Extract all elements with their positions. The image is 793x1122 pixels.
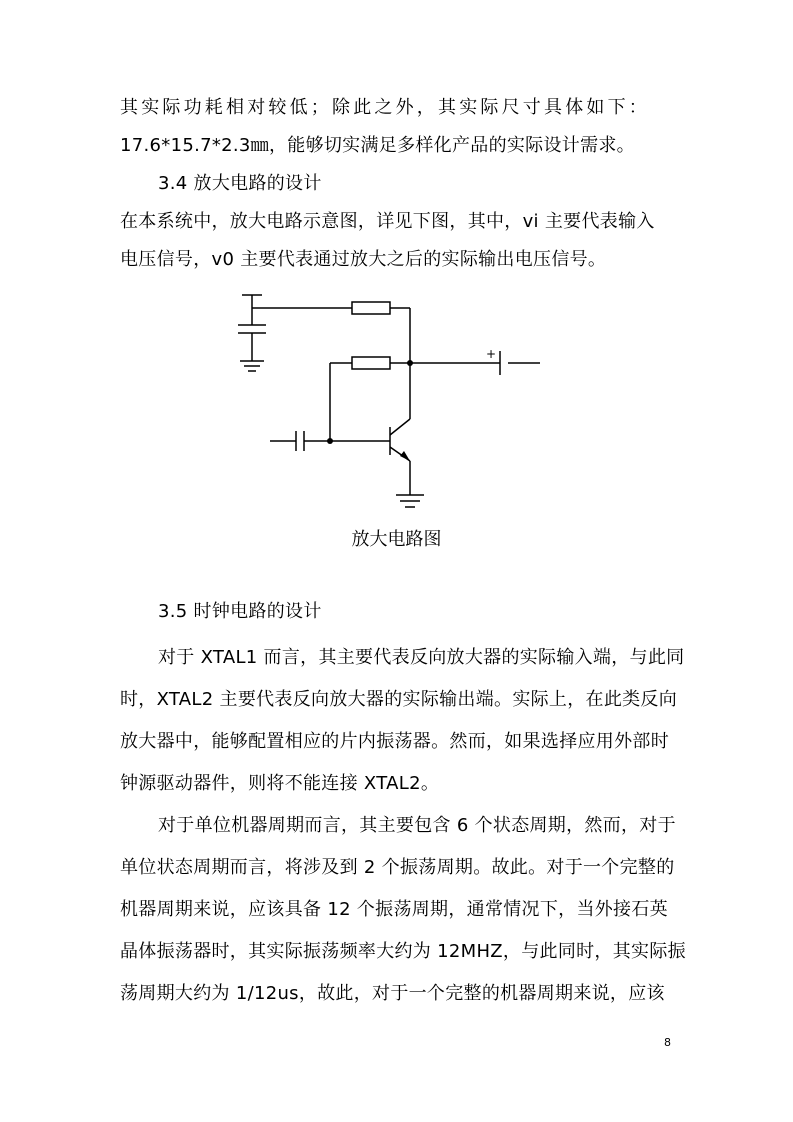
output-plus-sign: + xyxy=(486,347,497,361)
figure-caption: 放大电路图 xyxy=(351,529,442,550)
paragraph-line: 对于单位机器周期而言，其主要包含 6 个状态周期，然而，对于 xyxy=(158,815,676,836)
paragraph-line: 单位状态周期而言，将涉及到 2 个振荡周期。故此。对于一个完整的 xyxy=(120,857,675,878)
paragraph-line: 对于 XTAL1 而言，其主要代表反向放大器的实际输入端，与此同 xyxy=(158,647,685,668)
paragraph-line: 荡周期大约为 1/12us，故此，对于一个完整的机器周期来说，应该 xyxy=(120,983,665,1004)
paragraph-line: 其实际功耗相对较低；除此之外，其实际尺寸具体如下： xyxy=(120,97,650,118)
paragraph-line: 时，XTAL2 主要代表反向放大器的实际输出端。实际上，在此类反向 xyxy=(120,689,678,710)
paragraph-line: 17.6*15.7*2.3㎜，能够切实满足多样化产品的实际设计需求。 xyxy=(120,135,635,156)
section-heading-3-5: 3.5 时钟电路的设计 xyxy=(158,601,322,622)
section-heading-3-4: 3.4 放大电路的设计 xyxy=(158,173,322,194)
paragraph-line: 晶体振荡器时，其实际振荡频率大约为 12MHZ，与此同时，其实际振 xyxy=(120,941,686,962)
amplifier-circuit-diagram xyxy=(230,285,550,525)
paragraph-line: 电压信号，v0 主要代表通过放大之后的实际输出电压信号。 xyxy=(120,249,607,270)
paragraph-line: 在本系统中，放大电路示意图，详见下图，其中，vi 主要代表输入 xyxy=(120,211,655,232)
paragraph-line: 钟源驱动器件，则将不能连接 XTAL2。 xyxy=(120,773,440,794)
page-number: 8 xyxy=(664,1036,671,1049)
paragraph-line: 机器周期来说，应该具备 12 个振荡周期，通常情况下，当外接石英 xyxy=(120,899,668,920)
paragraph-line: 放大器中，能够配置相应的片内振荡器。然而，如果选择应用外部时 xyxy=(120,731,669,752)
